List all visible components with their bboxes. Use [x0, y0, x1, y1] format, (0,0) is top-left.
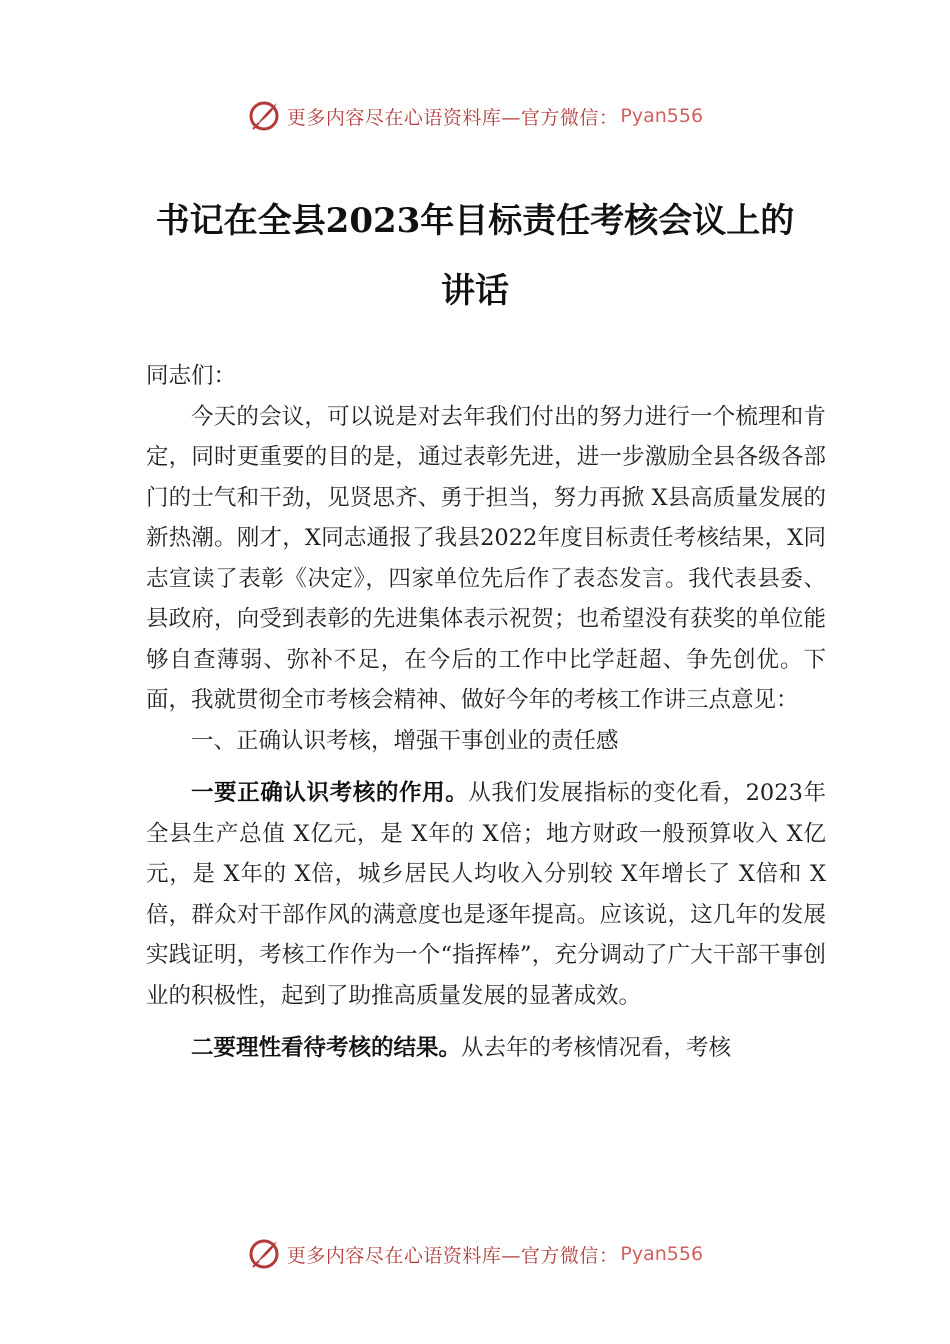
document-body [146, 356, 826, 1069]
paragraph-assessment-results [146, 1028, 826, 1069]
paragraph-intro: 今天的会议，可以说是对去年我们付出的努力进行一个梳理和肯定，同时更重要的目的是，通过表彰先进，进一步激励全县各级各部门的士气和干劲，见贤思齐、勇于担当，努力再掀 X县高质量发展的新热潮。刚才，X同志通报了我县2022年度目标责任考核结果，X同志宣读了表彰《决定》，四家单位先后作了表态发言。我代表县委、县政府，向受到表彰的先进集体表示祝贺；也希望没有获奖的单位能够自查薄弱、弥补不足，在今后的工作中比学赶超、争先创优。下面，我就贯彻全市考核会精神、做好今年的考核工作讲三点意见： [146, 403, 826, 713]
watermark-wechat-id: Pyan556 [620, 1243, 704, 1265]
document-title [0, 186, 950, 326]
watermark-text: 更多内容尽在心语资料库—官方微信： [286, 1244, 619, 1267]
watermark-text: 更多内容尽在心语资料库—官方微信： [286, 106, 619, 129]
quill-pen-logo-icon [247, 1237, 281, 1271]
section-heading-1: 一、正确认识考核，增强干事创业的责任感 [191, 727, 619, 754]
quill-pen-logo-icon [247, 99, 281, 133]
paragraph-assessment-role [146, 773, 826, 1016]
paragraph-text-2: 从去年的考核情况看，考核 [461, 1035, 732, 1061]
salutation: 同志们： [146, 363, 237, 389]
watermark-header [0, 96, 950, 136]
paragraph-lead-1: 一要正确认识考核的作用。 [191, 780, 469, 806]
title-line-2: 讲话 [441, 271, 509, 311]
watermark-wechat-id: Pyan556 [620, 105, 704, 127]
paragraph-lead-2: 二要理性看待考核的结果。 [191, 1035, 462, 1061]
paragraph-text-1: 从我们发展指标的变化看，2023年全县生产总值 X亿元，是 X年的 X倍；地方财政一般预算收入 X亿元，是 X年的 X倍，城乡居民人均收入分别较 X年增长了 X倍和 X倍，群众对干部作风的满意度也是逐年提高。应该说，这几年的发展实践证明，考核工作作为一个“指挥棒”，充分调动了广大干部干事创业的积极性，起到了助推高质量发展的显著成效。 [146, 780, 826, 1009]
watermark-footer [0, 1234, 950, 1274]
title-line-1: 书记在全县2023年目标责任考核会议上的 [155, 201, 795, 241]
